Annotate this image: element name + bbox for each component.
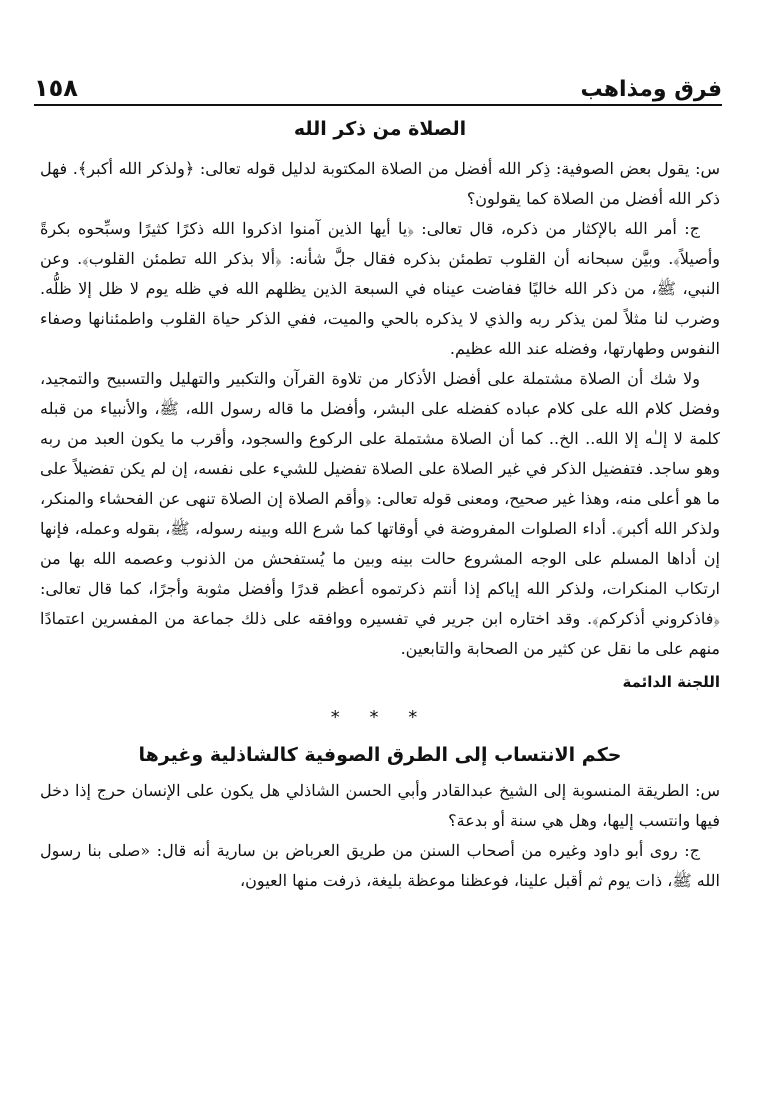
section-title-prayer-remembrance: الصلاة من ذكر الله xyxy=(293,118,467,140)
section-separator: * * * xyxy=(330,707,430,728)
running-header xyxy=(34,70,722,102)
section-title-sufi-orders: حكم الانتساب إلى الطرق الصوفية كالشاذلية وغيرها xyxy=(138,744,622,766)
question-paragraph: س: يقول بعض الصوفية: ذِكر الله أفضل من الصلاة المكتوبة لدليل قوله تعالى: ﴿ولذكر الله أكبر﴾. فهل ذكر الله أفضل من الصلاة كما يقولون؟ xyxy=(40,159,720,208)
answer-paragraph: ولا شك أن الصلاة مشتملة على أفضل الأذكار من تلاوة القرآن والتكبير والتهليل والتسبيح والتمجيد، وفضل كلام الله على كلام عباده كفضله على البشر، وأفضل ما قاله رسول الله، ﷺ، والأنبياء من قبله كلمة لا إلـٰه إلا الله.. الخ.. كما أن الصلاة مشتملة على الركوع والسجود، وأقرب ما يكون العبد من ربه وهو ساجد. فتفضيل الذكر في غير الصلاة على الصلاة تفضيل للشيء على نفسه، إن لم يكن تفضيلاً على ما هو أعلى منه، وهذا غير صحيح، ومعنى قوله تعالى: ﴿وأقم الصلاة إن الصلاة تنهى عن الفحشاء والمنكر، ولذكر الله أكبر﴾. أداء الصلوات المفروضة في أوقاتها كما شرع الله وبينه رسوله، ﷺ، بقوله وعمله، فإنها إن أداها المسلم على الوجه المشروع حالت بينه وبين ما يُستفحش من الذنوب وعصمه الله بها من ارتكاب المنكرات، ولذكر الله إياكم إذا أنتم ذكرتموه أعظم قدرًا وأفضل مثوبة وأجرًا، كما قال تعالى: ﴿فاذكروني أذكركم﴾. وقد اختاره ابن جرير في تفسيره ووافقه على ذلك جماعة من المفسرين اعتمادًا منهم على ما نقل عن كثير من الصحابة والتابعين. xyxy=(40,369,721,658)
question-paragraph: س: الطريقة المنسوبة إلى الشيخ عبدالقادر وأبي الحسن الشاذلي هل يكون على الإنسان حرج إذا دخل فيها وانتسب إليها، وهل هي سنة أو بدعة؟ xyxy=(40,781,720,830)
book-title: فرق ومذاهب xyxy=(580,77,722,102)
page-content xyxy=(40,110,720,896)
fatwa-signature: اللجنة الدائمة xyxy=(622,673,720,691)
answer-paragraph: ج: أمر الله بالإكثار من ذكره، قال تعالى: ﴿يا أيها الذين آمنوا اذكروا الله ذكرًا كثيرًا وسبِّحوه بكرةً وأصيلاً﴾. وبيَّن سبحانه أن القلوب تطمئن بذكره فقال جلَّ شأنه: ﴿ألا بذكر الله تطمئن القلوب﴾. وعن النبي، ﷺ، من ذكر الله خاليًا ففاضت عيناه في السبعة الذين يظلهم الله في ظله يوم لا ظل إلا ظلُّه. وضرب لنا مثلاً لمن يذكر ربه والذي لا يذكره بالحي والميت، ففي الذكر حياة القلوب واطمئنانها وصفاء النفوس وطهارتها، وفضله عند الله عظيم. xyxy=(40,219,721,358)
answer-paragraph: ج: روى أبو داود وغيره من أصحاب السنن من طريق العرباض بن سارية أنه قال: «صلى بنا رسول الله ﷺ، ذات يوم ثم أقبل علينا، فوعظنا موعظة بليغة، ذرفت منها العيون، xyxy=(40,841,720,890)
page-number: ١٥٨ xyxy=(34,74,78,102)
header-rule xyxy=(34,104,722,106)
